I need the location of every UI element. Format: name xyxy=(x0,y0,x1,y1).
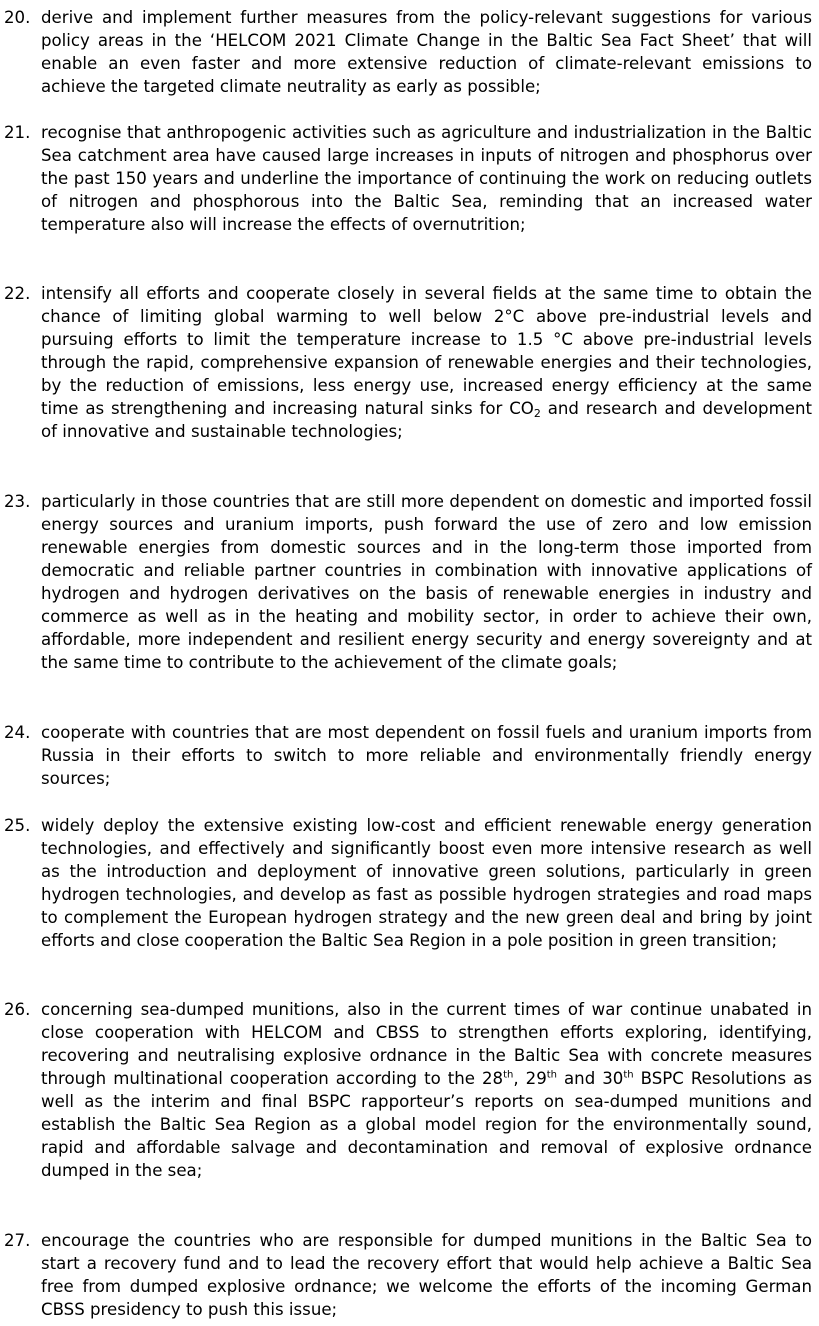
ordinal-superscript: th xyxy=(546,1069,558,1081)
list-item-22 xyxy=(4,282,812,443)
item-text xyxy=(41,998,812,1182)
item-number: 26. xyxy=(4,1000,31,1019)
item-text-part: BSPC Resolutions as well as the interim and final BSPC rapporteur’s reports on sea-dumped munitions and establish the Baltic Sea Region as a global model region for the environmentally sound, rapid and affordable salvage and decontamination and removal of explosive ordnance dumped in the sea; xyxy=(41,1069,812,1180)
list-item-20 xyxy=(4,6,812,98)
item-number: 24. xyxy=(4,723,31,742)
ordinal-superscript: th xyxy=(623,1069,634,1081)
item-text: derive and implement further measures from the policy-relevant suggestions for various policy areas in the ‘HELCOM 2021 Climate Change in the Baltic Sea Fact Sheet’ that will enable an even faster and more extensive reduction of climate-relevant emissions to achieve the targeted climate neutrality as early as possible; xyxy=(41,8,812,96)
list-item-24 xyxy=(4,721,812,790)
list-item-25 xyxy=(4,814,812,952)
item-number: 23. xyxy=(4,492,31,511)
item-text: encourage the countries who are responsible for dumped munitions in the Baltic Sea to start a recovery fund and to lead the recovery effort that would help achieve a Baltic Sea free from dumped explosive ordnance; we welcome the efforts of the incoming German CBSS presidency to push this issue; xyxy=(41,1231,812,1319)
item-text-part: and research and development of innovative and sustainable technologies; xyxy=(41,399,812,441)
co2-subscript: 2 xyxy=(533,407,541,420)
item-number: 25. xyxy=(4,816,31,835)
item-text: cooperate with countries that are most dependent on fossil fuels and uranium imports from Russia in their efforts to switch to more reliable and environmentally friendly energy sources; xyxy=(41,723,812,788)
item-text: widely deploy the extensive existing low-cost and efficient renewable energy generation technologies, and effectively and significantly boost even more intensive research as well as the introduction and deployment of innovative green solutions, particularly in green hydrogen technologies, and develop as fast as possible hydrogen strategies and road maps to complement the European hydrogen strategy and the new green deal and bring by joint efforts and close cooperation the Baltic Sea Region in a pole position in green transition; xyxy=(41,816,812,950)
list-item-21 xyxy=(4,121,812,236)
item-number: 20. xyxy=(4,8,31,27)
ordinal-superscript: th xyxy=(503,1069,514,1081)
list-item-26 xyxy=(4,998,812,1182)
item-text xyxy=(41,282,812,443)
item-text-part: , 29 xyxy=(513,1069,547,1088)
list-item-27 xyxy=(4,1229,812,1321)
item-text: particularly in those countries that are still more dependent on domestic and imported fossil energy sources and uranium imports, push forward the use of zero and low emission renewable energies from domestic sources and in the long-term those imported from democratic and reliable partner countries in combination with innovative applications of hydrogen and hydrogen derivatives on the basis of renewable energies in industry and commerce as well as in the heating and mobility sector, in order to achieve their own, affordable, more independent and resilient energy security and energy sovereignty and at the same time to contribute to the achievement of the climate goals; xyxy=(41,492,812,672)
item-text: recognise that anthropogenic activities such as agriculture and industrialization in the Baltic Sea catchment area have caused large increases in inputs of nitrogen and phosphorus over the past 150 years and underline the importance of continuing the work on reducing outlets of nitrogen and phosphorous into the Baltic Sea, reminding that an increased water temperature also will increase the effects of overnutrition; xyxy=(41,123,812,234)
item-text-part: concerning sea-dumped munitions, also in the current times of war continue unabated in close cooperation with HELCOM and CBSS to strengthen efforts exploring, identifying, recovering and neutralising explosive ordnance in the Baltic Sea with concrete measures through multinational cooperation according to the 28 xyxy=(41,1000,812,1088)
list-item-23 xyxy=(4,490,812,674)
item-text-part: intensify all efforts and cooperate closely in several fields at the same time to obtain the chance of limiting global warming to well below 2°C above pre-industrial levels and pursuing efforts to limit the temperature increase to 1.5 °C above pre-industrial levels through the rapid, comprehensive expansion of renewable energies and their technologies, by the reduction of emissions, less energy use, increased energy efficiency at the same time as strengthening and increasing natural sinks for CO xyxy=(41,284,812,418)
item-number: 21. xyxy=(4,123,31,142)
item-text-part: and 30 xyxy=(557,1069,624,1088)
item-number: 22. xyxy=(4,284,31,303)
item-number: 27. xyxy=(4,1231,31,1250)
